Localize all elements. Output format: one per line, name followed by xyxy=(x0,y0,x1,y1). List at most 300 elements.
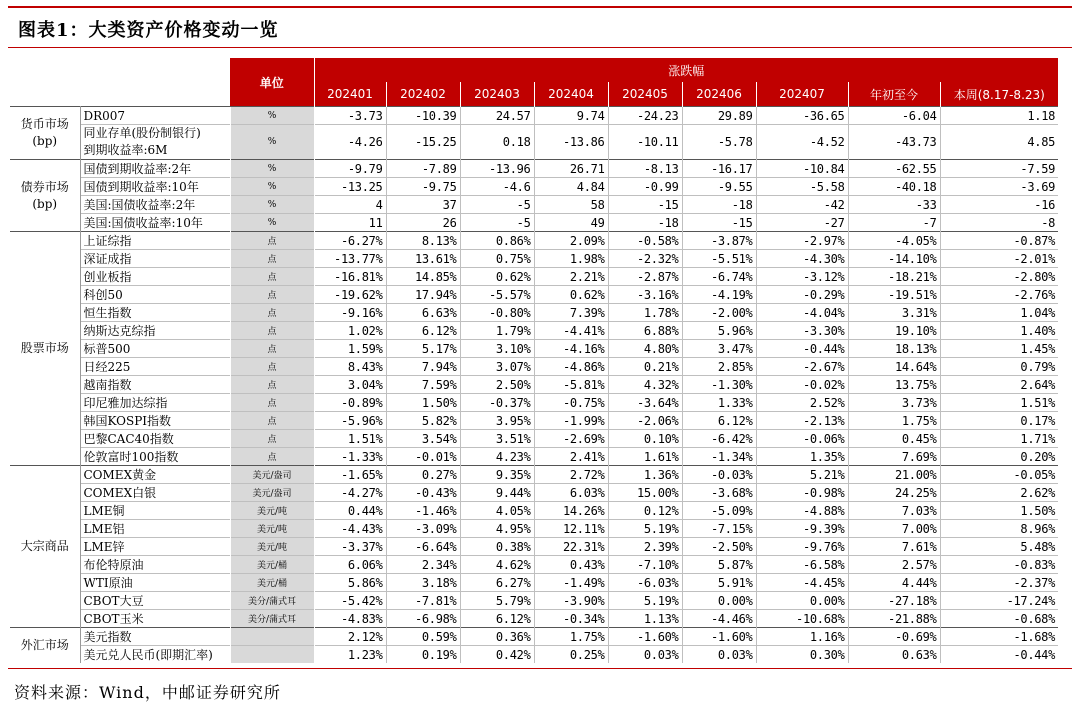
table-row xyxy=(10,484,1058,502)
value-cell: 0.42% xyxy=(460,646,534,664)
value-cell: 1.61% xyxy=(608,448,682,466)
value-cell: 0.30% xyxy=(756,646,848,664)
value-cell: -5.96% xyxy=(314,412,386,430)
value-cell: -4.52 xyxy=(756,125,848,160)
indicator-name: 日经225 xyxy=(80,358,230,376)
value-cell: -0.03% xyxy=(682,466,756,484)
value-cell: -21.88% xyxy=(848,610,940,628)
value-cell: 1.40% xyxy=(940,322,1058,340)
value-cell: -6.58% xyxy=(756,556,848,574)
unit-cell xyxy=(230,628,314,646)
value-cell: 0.44% xyxy=(314,502,386,520)
value-cell: -1.99% xyxy=(534,412,608,430)
value-cell: -9.55 xyxy=(682,178,756,196)
value-cell: 0.59% xyxy=(386,628,460,646)
value-cell: 0.36% xyxy=(460,628,534,646)
value-cell: 1.75% xyxy=(848,412,940,430)
value-cell: -6.04 xyxy=(848,107,940,125)
value-cell: 8.96% xyxy=(940,520,1058,538)
unit-cell: 美元/桶 xyxy=(230,574,314,592)
value-cell: 5.19% xyxy=(608,520,682,538)
unit-cell xyxy=(230,646,314,664)
value-cell: 1.98% xyxy=(534,250,608,268)
unit-cell: 美分/蒲式耳 xyxy=(230,592,314,610)
value-cell: -15 xyxy=(682,214,756,232)
value-cell: -3.16% xyxy=(608,286,682,304)
indicator-name: 深证成指 xyxy=(80,250,230,268)
value-cell: -6.03% xyxy=(608,574,682,592)
value-cell: 5.87% xyxy=(682,556,756,574)
value-cell: 26.71 xyxy=(534,160,608,178)
table-row xyxy=(10,322,1058,340)
unit-cell: % xyxy=(230,178,314,196)
indicator-name: CBOT大豆 xyxy=(80,592,230,610)
value-cell: 24.57 xyxy=(460,107,534,125)
figure-title: 图表1：大类资产价格变动一览 xyxy=(18,20,279,41)
value-cell: 3.95% xyxy=(460,412,534,430)
value-cell: 13.75% xyxy=(848,376,940,394)
indicator-name: 国债到期收益率:10年 xyxy=(80,178,230,196)
value-cell: 7.59% xyxy=(386,376,460,394)
value-cell: -16.81% xyxy=(314,268,386,286)
unit-cell: 点 xyxy=(230,376,314,394)
value-cell: -16.17 xyxy=(682,160,756,178)
value-cell: 3.10% xyxy=(460,340,534,358)
value-cell: 3.31% xyxy=(848,304,940,322)
table-row xyxy=(10,232,1058,250)
value-cell: 11 xyxy=(314,214,386,232)
value-cell: -4.6 xyxy=(460,178,534,196)
value-cell: 1.16% xyxy=(756,628,848,646)
indicator-name: COMEX黄金 xyxy=(80,466,230,484)
asset-price-table-wrap xyxy=(10,58,1058,663)
value-cell: 9.35% xyxy=(460,466,534,484)
value-cell: 8.13% xyxy=(386,232,460,250)
indicator-name: 布伦特原油 xyxy=(80,556,230,574)
value-cell: -10.39 xyxy=(386,107,460,125)
value-cell: -0.87% xyxy=(940,232,1058,250)
value-cell: 1.50% xyxy=(386,394,460,412)
table-row xyxy=(10,556,1058,574)
indicator-name: 美元指数 xyxy=(80,628,230,646)
value-cell: 1.33% xyxy=(682,394,756,412)
unit-cell: 点 xyxy=(230,394,314,412)
unit-cell: % xyxy=(230,107,314,125)
value-cell: 6.12% xyxy=(460,610,534,628)
value-cell: -19.51% xyxy=(848,286,940,304)
value-cell: 0.03% xyxy=(608,646,682,664)
value-cell: 6.03% xyxy=(534,484,608,502)
value-cell: 13.61% xyxy=(386,250,460,268)
value-cell: 0.17% xyxy=(940,412,1058,430)
indicator-name: 巴黎CAC40指数 xyxy=(80,430,230,448)
indicator-name: 伦敦富时100指数 xyxy=(80,448,230,466)
value-cell: -5.51% xyxy=(682,250,756,268)
value-cell: -9.16% xyxy=(314,304,386,322)
unit-header: 单位 xyxy=(230,58,314,107)
value-cell: 1.51% xyxy=(940,394,1058,412)
unit-cell: 美元/桶 xyxy=(230,556,314,574)
indicator-name: 上证综指 xyxy=(80,232,230,250)
table-row xyxy=(10,178,1058,196)
indicator-name: 印尼雅加达综指 xyxy=(80,394,230,412)
value-cell: -15.25 xyxy=(386,125,460,160)
value-cell: -17.24% xyxy=(940,592,1058,610)
value-cell: -9.76% xyxy=(756,538,848,556)
value-cell: 9.44% xyxy=(460,484,534,502)
value-cell: -1.60% xyxy=(682,628,756,646)
value-cell: 21.00% xyxy=(848,466,940,484)
value-cell: 7.61% xyxy=(848,538,940,556)
indicator-name: 创业板指 xyxy=(80,268,230,286)
value-cell: -0.37% xyxy=(460,394,534,412)
value-cell: 2.57% xyxy=(848,556,940,574)
value-cell: -2.69% xyxy=(534,430,608,448)
value-cell: -0.29% xyxy=(756,286,848,304)
value-cell: -4.43% xyxy=(314,520,386,538)
value-cell: 4.05% xyxy=(460,502,534,520)
value-cell: -3.09% xyxy=(386,520,460,538)
value-cell: 4.32% xyxy=(608,376,682,394)
value-cell: -6.98% xyxy=(386,610,460,628)
value-cell: -7.15% xyxy=(682,520,756,538)
value-cell: 3.18% xyxy=(386,574,460,592)
blank-header-cell xyxy=(10,58,80,107)
value-cell: 0.25% xyxy=(534,646,608,664)
value-cell: -3.12% xyxy=(756,268,848,286)
value-cell: 1.51% xyxy=(314,430,386,448)
value-cell: -2.87% xyxy=(608,268,682,286)
unit-cell: 点 xyxy=(230,232,314,250)
table-row xyxy=(10,412,1058,430)
indicator-name: 美元兑人民币(即期汇率) xyxy=(80,646,230,664)
category-cell: 外汇市场 xyxy=(10,628,80,664)
value-cell: 3.07% xyxy=(460,358,534,376)
value-cell: -10.84 xyxy=(756,160,848,178)
source-note: 资料来源：Wind，中邮证券研究所 xyxy=(14,683,281,702)
indicator-name: 纳斯达克综指 xyxy=(80,322,230,340)
unit-cell: 点 xyxy=(230,358,314,376)
value-cell: -3.90% xyxy=(534,592,608,610)
value-cell: 3.73% xyxy=(848,394,940,412)
value-cell: -13.77% xyxy=(314,250,386,268)
value-cell: -36.65 xyxy=(756,107,848,125)
table-row xyxy=(10,196,1058,214)
value-cell: 7.00% xyxy=(848,520,940,538)
value-cell: 1.50% xyxy=(940,502,1058,520)
value-cell: 2.62% xyxy=(940,484,1058,502)
column-header: 年初至今 xyxy=(848,82,940,107)
value-cell: 2.72% xyxy=(534,466,608,484)
value-cell: -0.34% xyxy=(534,610,608,628)
value-cell: 4.85 xyxy=(940,125,1058,160)
unit-cell: 美元/吨 xyxy=(230,538,314,556)
indicator-name: LME铜 xyxy=(80,502,230,520)
value-cell: 58 xyxy=(534,196,608,214)
unit-cell: 美元/吨 xyxy=(230,502,314,520)
value-cell: -3.73 xyxy=(314,107,386,125)
value-cell: 0.27% xyxy=(386,466,460,484)
value-cell: 19.10% xyxy=(848,322,940,340)
value-cell: -4.83% xyxy=(314,610,386,628)
value-cell: 14.64% xyxy=(848,358,940,376)
value-cell: -0.68% xyxy=(940,610,1058,628)
value-cell: 1.75% xyxy=(534,628,608,646)
value-cell: -5.57% xyxy=(460,286,534,304)
value-cell: -4.04% xyxy=(756,304,848,322)
value-cell: 2.34% xyxy=(386,556,460,574)
value-cell: 6.12% xyxy=(386,322,460,340)
unit-cell: 点 xyxy=(230,268,314,286)
indicator-name: LME铝 xyxy=(80,520,230,538)
value-cell: 2.50% xyxy=(460,376,534,394)
value-cell: -4.16% xyxy=(534,340,608,358)
value-cell: -6.64% xyxy=(386,538,460,556)
indicator-name: LME锌 xyxy=(80,538,230,556)
value-cell: 6.12% xyxy=(682,412,756,430)
category-cell: 债券市场 (bp) xyxy=(10,160,80,232)
value-cell: -40.18 xyxy=(848,178,940,196)
value-cell: -18 xyxy=(608,214,682,232)
value-cell: 8.43% xyxy=(314,358,386,376)
value-cell: -8 xyxy=(940,214,1058,232)
value-cell: -0.44% xyxy=(940,646,1058,664)
value-cell: -4.88% xyxy=(756,502,848,520)
value-cell: 4.23% xyxy=(460,448,534,466)
value-cell: -5 xyxy=(460,196,534,214)
value-cell: 0.62% xyxy=(534,286,608,304)
value-cell: 0.79% xyxy=(940,358,1058,376)
value-cell: -13.25 xyxy=(314,178,386,196)
value-cell: -5.09% xyxy=(682,502,756,520)
value-cell: 24.25% xyxy=(848,484,940,502)
blank-header-cell xyxy=(80,58,230,107)
table-row xyxy=(10,394,1058,412)
indicator-name: 韩国KOSPI指数 xyxy=(80,412,230,430)
value-cell: -0.83% xyxy=(940,556,1058,574)
value-cell: -2.50% xyxy=(682,538,756,556)
table-row xyxy=(10,592,1058,610)
value-cell: -0.75% xyxy=(534,394,608,412)
value-cell: -62.55 xyxy=(848,160,940,178)
value-cell: 1.04% xyxy=(940,304,1058,322)
value-cell: 17.94% xyxy=(386,286,460,304)
unit-cell: 美元/盎司 xyxy=(230,466,314,484)
value-cell: 0.10% xyxy=(608,430,682,448)
value-cell: 0.12% xyxy=(608,502,682,520)
indicator-name: WTI原油 xyxy=(80,574,230,592)
value-cell: 1.35% xyxy=(756,448,848,466)
indicator-name: 国债到期收益率:2年 xyxy=(80,160,230,178)
value-cell: -4.45% xyxy=(756,574,848,592)
value-cell: -24.23 xyxy=(608,107,682,125)
indicator-name: 越南指数 xyxy=(80,376,230,394)
value-cell: -0.89% xyxy=(314,394,386,412)
value-cell: -0.80% xyxy=(460,304,534,322)
value-cell: -10.11 xyxy=(608,125,682,160)
value-cell: -4.41% xyxy=(534,322,608,340)
value-cell: 29.89 xyxy=(682,107,756,125)
value-cell: 2.41% xyxy=(534,448,608,466)
value-cell: 3.47% xyxy=(682,340,756,358)
value-cell: -2.76% xyxy=(940,286,1058,304)
value-cell: -1.60% xyxy=(608,628,682,646)
value-cell: 0.63% xyxy=(848,646,940,664)
value-cell: 14.26% xyxy=(534,502,608,520)
table-row xyxy=(10,628,1058,646)
column-header: 202404 xyxy=(534,82,608,107)
value-cell: -10.68% xyxy=(756,610,848,628)
table-row xyxy=(10,214,1058,232)
value-cell: 5.48% xyxy=(940,538,1058,556)
value-cell: 6.63% xyxy=(386,304,460,322)
value-cell: 4.95% xyxy=(460,520,534,538)
table-row xyxy=(10,358,1058,376)
value-cell: 4.44% xyxy=(848,574,940,592)
unit-cell: 美元/盎司 xyxy=(230,484,314,502)
value-cell: -1.33% xyxy=(314,448,386,466)
value-cell: -0.69% xyxy=(848,628,940,646)
table-row xyxy=(10,646,1058,664)
value-cell: 1.23% xyxy=(314,646,386,664)
table-row xyxy=(10,538,1058,556)
table-row xyxy=(10,466,1058,484)
value-cell: 0.43% xyxy=(534,556,608,574)
value-cell: -2.00% xyxy=(682,304,756,322)
indicator-name: CBOT玉米 xyxy=(80,610,230,628)
indicator-name: 美国:国债收益率:2年 xyxy=(80,196,230,214)
top-red-rule xyxy=(8,6,1072,8)
value-cell: 5.79% xyxy=(460,592,534,610)
indicator-name: COMEX白银 xyxy=(80,484,230,502)
value-cell: -6.74% xyxy=(682,268,756,286)
value-cell: -1.46% xyxy=(386,502,460,520)
column-header: 202406 xyxy=(682,82,756,107)
value-cell: -0.02% xyxy=(756,376,848,394)
value-cell: 4 xyxy=(314,196,386,214)
unit-cell: % xyxy=(230,125,314,160)
table-row xyxy=(10,610,1058,628)
column-header: 202401 xyxy=(314,82,386,107)
value-cell: 5.19% xyxy=(608,592,682,610)
value-cell: -3.87% xyxy=(682,232,756,250)
unit-cell: 美元/吨 xyxy=(230,520,314,538)
value-cell: 1.02% xyxy=(314,322,386,340)
value-cell: -3.30% xyxy=(756,322,848,340)
value-cell: -7 xyxy=(848,214,940,232)
unit-cell: 点 xyxy=(230,322,314,340)
value-cell: 0.75% xyxy=(460,250,534,268)
title-red-rule xyxy=(8,47,1072,48)
unit-cell: 点 xyxy=(230,430,314,448)
value-cell: -2.67% xyxy=(756,358,848,376)
indicator-name: 科创50 xyxy=(80,286,230,304)
value-cell: 3.54% xyxy=(386,430,460,448)
value-cell: -4.26 xyxy=(314,125,386,160)
value-cell: -43.73 xyxy=(848,125,940,160)
value-cell: 1.71% xyxy=(940,430,1058,448)
value-cell: 0.86% xyxy=(460,232,534,250)
indicator-name: 恒生指数 xyxy=(80,304,230,322)
unit-cell: 点 xyxy=(230,304,314,322)
value-cell: 1.59% xyxy=(314,340,386,358)
value-cell: 1.45% xyxy=(940,340,1058,358)
value-cell: 3.04% xyxy=(314,376,386,394)
value-cell: -13.96 xyxy=(460,160,534,178)
value-cell: -5.81% xyxy=(534,376,608,394)
value-cell: 0.62% xyxy=(460,268,534,286)
value-cell: 2.52% xyxy=(756,394,848,412)
table-row xyxy=(10,376,1058,394)
bottom-red-rule xyxy=(8,668,1072,669)
value-cell: 4.62% xyxy=(460,556,534,574)
value-cell: 5.21% xyxy=(756,466,848,484)
value-cell: 0.21% xyxy=(608,358,682,376)
value-cell: -4.05% xyxy=(848,232,940,250)
asset-price-table xyxy=(10,58,1058,663)
value-cell: 18.13% xyxy=(848,340,940,358)
column-header: 202407 xyxy=(756,82,848,107)
indicator-name: DR007 xyxy=(80,107,230,125)
value-cell: -13.86 xyxy=(534,125,608,160)
value-cell: -16 xyxy=(940,196,1058,214)
value-cell: 2.09% xyxy=(534,232,608,250)
table-row xyxy=(10,268,1058,286)
value-cell: 2.85% xyxy=(682,358,756,376)
category-cell: 股票市场 xyxy=(10,232,80,466)
value-cell: -18 xyxy=(682,196,756,214)
table-row xyxy=(10,286,1058,304)
value-cell: -6.27% xyxy=(314,232,386,250)
value-cell: -14.10% xyxy=(848,250,940,268)
value-cell: 0.38% xyxy=(460,538,534,556)
table-row xyxy=(10,448,1058,466)
value-cell: 1.18 xyxy=(940,107,1058,125)
table-row xyxy=(10,502,1058,520)
value-cell: -3.68% xyxy=(682,484,756,502)
table-row xyxy=(10,340,1058,358)
value-cell: 7.39% xyxy=(534,304,608,322)
value-cell: -3.69 xyxy=(940,178,1058,196)
value-cell: -2.06% xyxy=(608,412,682,430)
value-cell: 5.96% xyxy=(682,322,756,340)
value-cell: 1.36% xyxy=(608,466,682,484)
value-cell: 49 xyxy=(534,214,608,232)
category-cell: 大宗商品 xyxy=(10,466,80,628)
indicator-name: 标普500 xyxy=(80,340,230,358)
table-row xyxy=(10,574,1058,592)
column-header: 202402 xyxy=(386,82,460,107)
value-cell: -2.01% xyxy=(940,250,1058,268)
value-cell: 5.17% xyxy=(386,340,460,358)
table-row xyxy=(10,250,1058,268)
value-cell: -2.32% xyxy=(608,250,682,268)
unit-cell: 点 xyxy=(230,340,314,358)
value-cell: 1.13% xyxy=(608,610,682,628)
value-cell: -3.64% xyxy=(608,394,682,412)
value-cell: -9.39% xyxy=(756,520,848,538)
value-cell: 0.00% xyxy=(756,592,848,610)
value-cell: 0.00% xyxy=(682,592,756,610)
value-cell: 6.06% xyxy=(314,556,386,574)
value-cell: 5.82% xyxy=(386,412,460,430)
unit-cell: % xyxy=(230,160,314,178)
value-cell: -5.42% xyxy=(314,592,386,610)
value-cell: -4.19% xyxy=(682,286,756,304)
value-cell: 37 xyxy=(386,196,460,214)
value-cell: 9.74 xyxy=(534,107,608,125)
value-cell: 0.45% xyxy=(848,430,940,448)
